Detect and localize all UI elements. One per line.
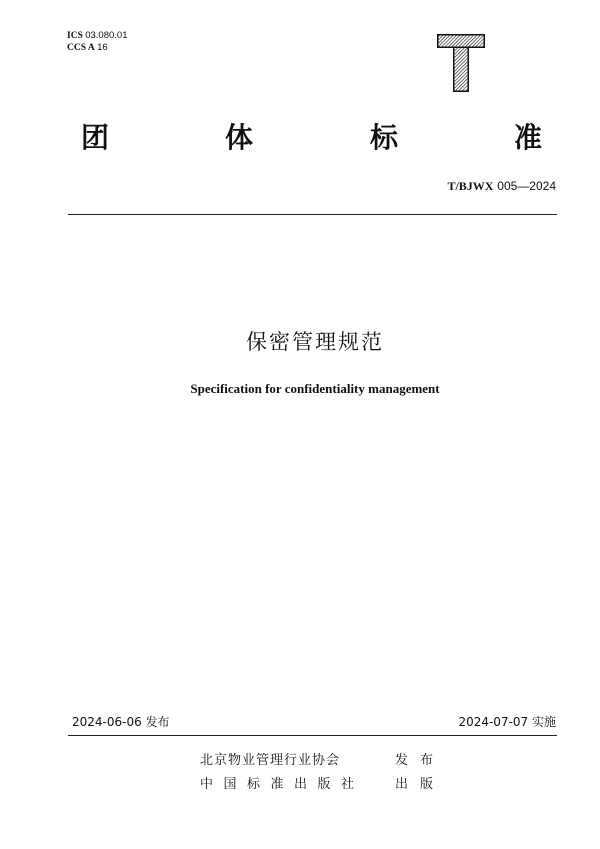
standard-number-prefix: T/BJWX: [447, 179, 494, 193]
publisher-name: 中国标准出版社: [200, 777, 365, 792]
ics-code-line: [67, 30, 127, 42]
standard-type-char: 准: [514, 121, 543, 154]
ccs-code: 16: [97, 42, 108, 53]
standard-type-char: 体: [225, 121, 254, 154]
publisher-action: 出版: [395, 777, 446, 792]
ccs-code-line: [67, 42, 108, 54]
standard-number: [447, 178, 556, 194]
header-divider: [68, 214, 557, 215]
footer-divider: [68, 735, 557, 736]
effective-date: 2024-07-07 实施: [458, 715, 556, 729]
issuer-name: 北京物业管理行业协会: [200, 753, 341, 768]
standard-type-heading: [0, 118, 600, 158]
document-title-en: Specification for confidentiality management: [190, 381, 440, 396]
ics-label: ICS: [67, 31, 83, 41]
ics-code: 03.080.01: [85, 30, 128, 41]
standard-logo-t: [437, 34, 485, 92]
issuer-action: 发布: [395, 753, 446, 768]
standard-number-suffix: 005—2024: [497, 179, 556, 193]
publish-date: 2024-06-06 发布: [72, 715, 170, 729]
document-title-zh: 保密管理规范: [246, 330, 384, 354]
standard-type-char: 团: [81, 121, 110, 154]
ccs-label: CCS A: [67, 43, 95, 53]
standard-type-char: 标: [370, 121, 399, 154]
